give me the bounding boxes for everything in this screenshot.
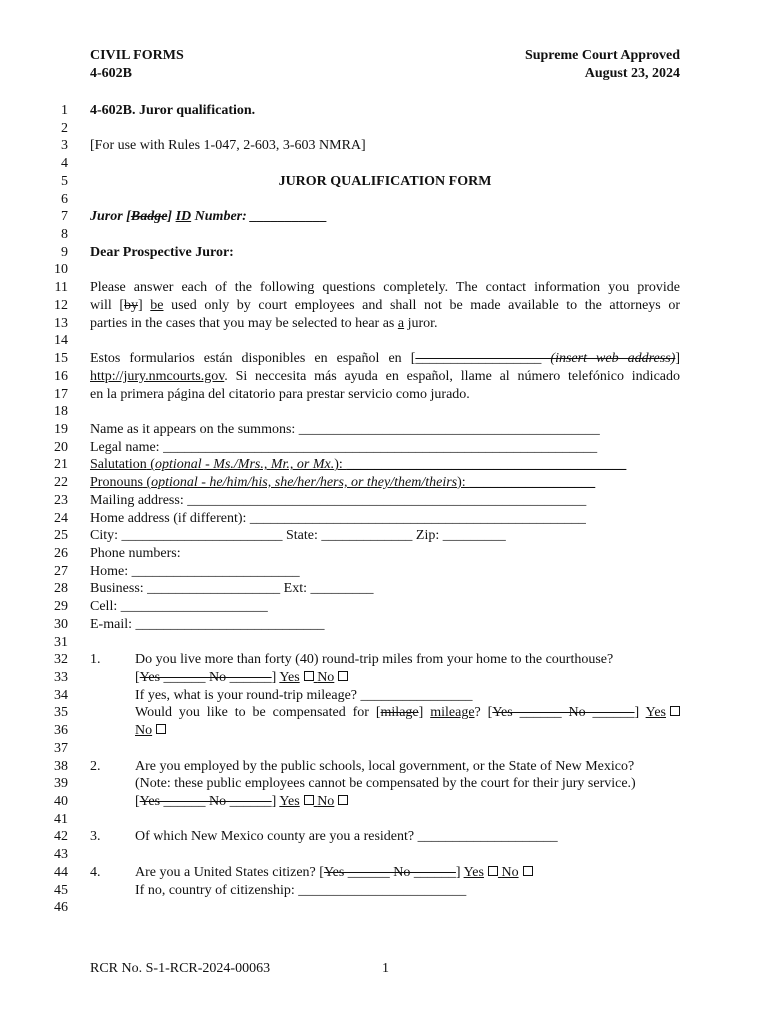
spanish-line-1 bbox=[90, 350, 680, 368]
question-1-text: Do you live more than forty (40) round-trip miles from your home to the courthouse? bbox=[135, 652, 614, 668]
struck-text: by bbox=[124, 297, 139, 313]
line-21 bbox=[0, 456, 770, 474]
no-option[interactable] bbox=[501, 865, 532, 880]
yes-option[interactable] bbox=[279, 794, 313, 809]
line-number: 37 bbox=[54, 740, 68, 756]
line-38 bbox=[0, 758, 770, 776]
line-42 bbox=[0, 828, 770, 846]
text: ] bbox=[634, 705, 646, 721]
line-26 bbox=[0, 545, 770, 563]
header-date: August 23, 2024 bbox=[584, 66, 680, 81]
line-31 bbox=[0, 634, 770, 652]
text: used only by court employees and shall not be made available to the attorneys or bbox=[163, 297, 680, 313]
header-form-number: 4-602B bbox=[90, 66, 132, 81]
line-number: 10 bbox=[54, 262, 68, 278]
rcr-number: RCR No. S-1-RCR-2024-00063 bbox=[90, 961, 271, 976]
question-4-number: 4. bbox=[90, 864, 101, 880]
line-23 bbox=[0, 492, 770, 510]
line-40 bbox=[0, 793, 770, 811]
no-option[interactable] bbox=[317, 794, 348, 809]
rule-title: 4-602B. Juror qualification. bbox=[90, 103, 256, 118]
country-citizenship-field[interactable]: If no, country of citizenship: ________________________ bbox=[135, 882, 467, 898]
line-12 bbox=[0, 297, 770, 315]
document-body bbox=[0, 102, 770, 917]
mailing-address-field[interactable]: Mailing address: _________________________________________________________ bbox=[90, 492, 587, 508]
line-number: 7 bbox=[61, 209, 68, 225]
no-label: No bbox=[501, 864, 519, 880]
line-number: 17 bbox=[54, 386, 68, 402]
yes-checkbox[interactable] bbox=[670, 706, 680, 716]
line-20 bbox=[0, 439, 770, 457]
line-39 bbox=[0, 775, 770, 793]
pronouns-label: Pronouns bbox=[90, 475, 143, 491]
juror-id-mid: ] bbox=[167, 209, 176, 225]
line-number: 31 bbox=[54, 634, 68, 650]
footer bbox=[90, 960, 680, 978]
line-32 bbox=[0, 651, 770, 669]
line-number: 28 bbox=[54, 581, 68, 597]
line-number: 25 bbox=[54, 528, 68, 544]
line-number: 3 bbox=[61, 138, 68, 154]
line-number: 41 bbox=[54, 811, 68, 827]
no-checkbox[interactable] bbox=[156, 724, 166, 734]
line-number: 9 bbox=[61, 244, 68, 260]
form-title: JUROR QUALIFICATION FORM bbox=[278, 173, 492, 189]
salutation-label: Salutation bbox=[90, 457, 147, 473]
text: ] bbox=[455, 864, 464, 880]
question-1-answer: [Yes ______ No ______] Yes No bbox=[135, 669, 348, 687]
home-phone-field[interactable]: Home: ________________________ bbox=[90, 563, 300, 579]
line-number: 5 bbox=[61, 173, 68, 189]
spanish-line-2 bbox=[90, 368, 680, 386]
no-checkbox[interactable] bbox=[338, 671, 348, 681]
question-2-text: Are you employed by the public schools, local government, or the State of New Mexico? bbox=[135, 758, 635, 774]
line-number: 1 bbox=[61, 103, 68, 118]
text: Estos formularios están disponibles en español en [ bbox=[90, 351, 416, 367]
text: ] bbox=[675, 351, 680, 367]
text: juror. bbox=[404, 315, 438, 331]
line-29 bbox=[0, 598, 770, 616]
line-number: 34 bbox=[54, 687, 68, 703]
line-number: 13 bbox=[54, 315, 68, 331]
line-34 bbox=[0, 687, 770, 705]
spanish-line-3: en la primera página del citatorio para prestar servicio como jurado. bbox=[90, 386, 470, 402]
line-7 bbox=[0, 208, 770, 226]
line-number: 14 bbox=[54, 333, 68, 349]
text: will [ bbox=[90, 297, 125, 313]
intro-line-1: Please answer each of the following questions completely. The contact information you provide bbox=[90, 280, 680, 296]
line-number: 19 bbox=[54, 421, 68, 437]
question-2-note: (Note: these public employees cannot be compensated by the court for their jury service.) bbox=[135, 776, 636, 792]
line-number: 20 bbox=[54, 439, 68, 455]
line-17 bbox=[0, 386, 770, 404]
struck-options: Yes ______ No ______ bbox=[323, 864, 456, 880]
no-option[interactable] bbox=[317, 670, 348, 685]
no-label: No bbox=[317, 794, 335, 810]
line-11 bbox=[0, 279, 770, 297]
yes-checkbox[interactable] bbox=[304, 671, 314, 681]
line-30 bbox=[0, 616, 770, 634]
text: parties in the cases that you may be selected to hear as bbox=[90, 315, 398, 331]
line-5 bbox=[0, 173, 770, 191]
mileage-field[interactable]: If yes, what is your round-trip mileage? ________________ bbox=[135, 687, 473, 703]
line-number: 26 bbox=[54, 545, 68, 561]
line-6 bbox=[0, 191, 770, 209]
salutation-blank: ________________________________________ bbox=[346, 457, 627, 473]
cell-phone-field[interactable]: Cell: _____________________ bbox=[90, 599, 268, 615]
question-2-number: 2. bbox=[90, 758, 101, 774]
line-14 bbox=[0, 332, 770, 350]
line-number: 15 bbox=[54, 351, 68, 367]
line-number: 6 bbox=[61, 191, 68, 207]
text: . Si neccesita más ayuda en español, llame al número telefónico indicado bbox=[224, 368, 680, 384]
line-number: 16 bbox=[54, 368, 68, 384]
header-left bbox=[90, 47, 184, 83]
no-label: No bbox=[317, 670, 335, 685]
email-field[interactable]: E-mail: ___________________________ bbox=[90, 616, 325, 632]
line-number: 23 bbox=[54, 492, 68, 508]
phone-numbers-label: Phone numbers: bbox=[90, 545, 181, 561]
line-19 bbox=[0, 421, 770, 439]
city-state-zip-field[interactable]: City: _______________________ State: _____________ Zip: _________ bbox=[90, 528, 506, 544]
jury-website-link[interactable]: http://jury.nmcourts.gov bbox=[90, 368, 225, 384]
line-number: 43 bbox=[54, 847, 68, 863]
line-37 bbox=[0, 740, 770, 758]
line-1 bbox=[0, 102, 770, 120]
line-number: 39 bbox=[54, 776, 68, 792]
line-18 bbox=[0, 403, 770, 421]
line-number: 18 bbox=[54, 404, 68, 420]
yes-label: Yes bbox=[463, 864, 484, 880]
inserted-text: be bbox=[150, 297, 164, 313]
line-number: 40 bbox=[54, 794, 68, 810]
text: Are you a United States citizen? [ bbox=[135, 864, 324, 880]
intro-line-2 bbox=[90, 297, 680, 315]
mileage-compensation-question bbox=[135, 704, 680, 722]
line-number: 4 bbox=[61, 156, 68, 172]
line-25 bbox=[0, 527, 770, 545]
rules-note: [For use with Rules 1-047, 2-603, 3-603 NMRA] bbox=[90, 138, 366, 154]
struck-badge: Badge bbox=[130, 209, 168, 225]
line-10 bbox=[0, 261, 770, 279]
line-33 bbox=[0, 669, 770, 687]
line-number: 12 bbox=[54, 297, 68, 313]
line-number: 29 bbox=[54, 599, 68, 615]
yes-label: Yes bbox=[645, 705, 666, 721]
line-number: 30 bbox=[54, 616, 68, 632]
salutation-field[interactable]: Salutation (optional - Ms./Mrs., Mr., or Mx.): ________________________________________ bbox=[90, 457, 627, 473]
struck-web-address: __________________ (insert web address) bbox=[415, 351, 676, 367]
text: ] bbox=[418, 705, 431, 721]
struck-options: Yes ______ No ______ bbox=[139, 794, 272, 810]
line-number: 38 bbox=[54, 758, 68, 774]
line-number: 44 bbox=[54, 864, 68, 880]
line-number: 8 bbox=[61, 227, 68, 243]
struck-options: Yes ______ No ______ bbox=[492, 705, 635, 721]
line-22 bbox=[0, 474, 770, 492]
pronouns-options: optional - he/him/his, she/her/hers, or they/them/theirs bbox=[151, 475, 458, 491]
salutation-greeting: Dear Prospective Juror: bbox=[90, 244, 234, 260]
question-4-text bbox=[135, 864, 533, 882]
question-2-answer: [Yes ______ No ______] Yes No bbox=[135, 793, 348, 811]
struck-text: milage bbox=[380, 705, 419, 721]
inserted-text: mileage bbox=[430, 705, 475, 721]
yes-label: Yes bbox=[279, 794, 300, 810]
yes-checkbox[interactable] bbox=[488, 866, 498, 876]
question-3-number: 3. bbox=[90, 829, 101, 845]
line-28 bbox=[0, 580, 770, 598]
no-checkbox[interactable] bbox=[523, 866, 533, 876]
line-4 bbox=[0, 155, 770, 173]
line-15 bbox=[0, 350, 770, 368]
line-13 bbox=[0, 315, 770, 333]
business-phone-field[interactable]: Business: ___________________ Ext: _________ bbox=[90, 581, 374, 597]
line-41 bbox=[0, 811, 770, 829]
line-35 bbox=[0, 704, 770, 722]
line-number: 21 bbox=[54, 457, 68, 473]
header-right bbox=[525, 47, 680, 83]
no-label: No bbox=[135, 723, 153, 739]
line-27 bbox=[0, 563, 770, 581]
line-3 bbox=[0, 137, 770, 155]
line-number: 22 bbox=[54, 475, 68, 491]
line-number: 11 bbox=[54, 280, 68, 296]
line-number: 42 bbox=[54, 829, 68, 845]
header-civil-forms: CIVIL FORMS bbox=[90, 48, 184, 63]
home-address-field[interactable]: Home address (if different): ________________________________________________ bbox=[90, 510, 586, 526]
line-24 bbox=[0, 510, 770, 528]
line-2 bbox=[0, 120, 770, 138]
yes-option[interactable] bbox=[646, 705, 680, 720]
text: Would you like to be compensated for [ bbox=[135, 705, 381, 721]
line-43 bbox=[0, 846, 770, 864]
salutation-options: optional - Ms./Mrs., Mr., or Mx. bbox=[154, 457, 335, 473]
line-36 bbox=[0, 722, 770, 740]
line-number: 27 bbox=[54, 563, 68, 579]
line-number: 33 bbox=[54, 670, 68, 685]
yes-option[interactable] bbox=[279, 670, 313, 685]
line-number: 45 bbox=[54, 882, 68, 898]
text: ? [ bbox=[474, 705, 493, 721]
line-46 bbox=[0, 899, 770, 917]
no-option[interactable] bbox=[135, 722, 166, 740]
line-9 bbox=[0, 244, 770, 262]
line-8 bbox=[0, 226, 770, 244]
line-number: 36 bbox=[54, 723, 68, 739]
line-number: 46 bbox=[54, 900, 68, 916]
inserted-id: ID bbox=[175, 209, 192, 225]
text: ] bbox=[138, 297, 151, 313]
juror-id-field[interactable] bbox=[90, 208, 327, 226]
yes-checkbox[interactable] bbox=[304, 795, 314, 805]
juror-id-suffix: Number: ___________ bbox=[191, 209, 328, 225]
juror-id-prefix: Juror [ bbox=[90, 209, 131, 225]
struck-options: Yes ______ No ______ bbox=[139, 670, 272, 685]
line-44 bbox=[0, 864, 770, 882]
no-checkbox[interactable] bbox=[338, 795, 348, 805]
question-1-number: 1. bbox=[90, 652, 101, 668]
pronouns-blank: __________________ bbox=[469, 475, 596, 491]
line-number: 2 bbox=[61, 120, 68, 136]
yes-option[interactable] bbox=[464, 865, 498, 880]
line-number: 35 bbox=[54, 705, 68, 721]
yes-label: Yes bbox=[279, 670, 300, 685]
header-approval: Supreme Court Approved bbox=[524, 48, 680, 63]
county-field[interactable]: Of which New Mexico county are you a resident? ____________________ bbox=[135, 829, 558, 845]
name-summons-field[interactable]: Name as it appears on the summons: ___________________________________________ bbox=[90, 421, 600, 437]
legal-name-field[interactable]: Legal name: ______________________________________________________________ bbox=[90, 439, 598, 455]
line-45 bbox=[0, 882, 770, 900]
pronouns-field[interactable]: Pronouns (optional - he/him/his, she/her/hers, or they/them/theirs): __________________ bbox=[90, 475, 596, 491]
line-number: 24 bbox=[54, 510, 68, 526]
page-number: 1 bbox=[382, 961, 389, 976]
line-number: 32 bbox=[54, 652, 68, 668]
inserted-text: a bbox=[397, 315, 405, 331]
line-16 bbox=[0, 368, 770, 386]
intro-line-3 bbox=[90, 315, 438, 333]
